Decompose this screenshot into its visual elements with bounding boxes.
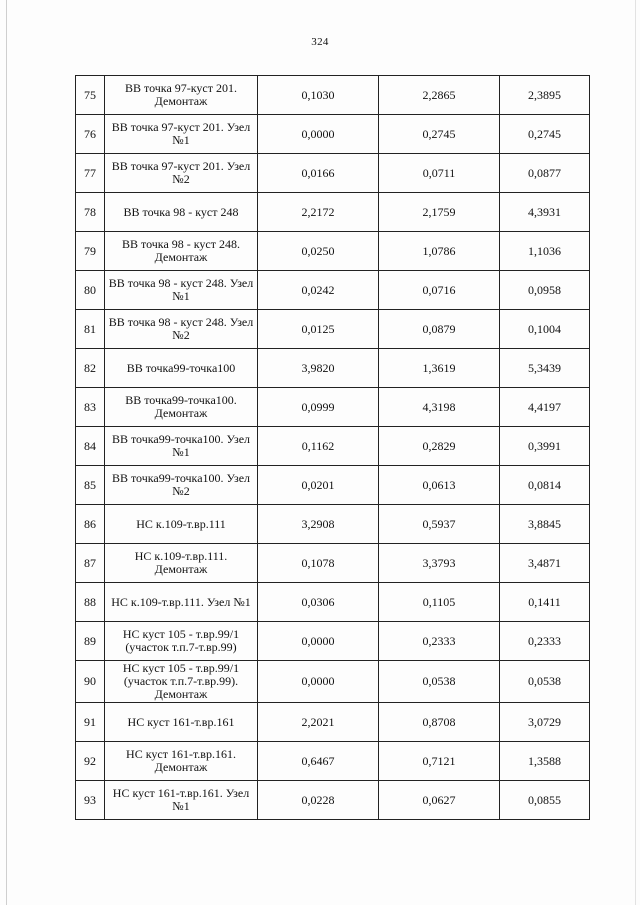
value-column-2: 0,1105 <box>379 583 500 622</box>
row-number: 75 <box>76 76 105 115</box>
value-column-3: 0,2745 <box>500 115 590 154</box>
table-row <box>76 661 590 703</box>
value-column-2: 0,0716 <box>379 271 500 310</box>
row-number: 90 <box>76 661 105 703</box>
value-column-3: 3,8845 <box>500 505 590 544</box>
row-number: 79 <box>76 232 105 271</box>
table-row <box>76 544 590 583</box>
row-number: 89 <box>76 622 105 661</box>
value-column-3: 0,0958 <box>500 271 590 310</box>
value-column-1: 0,0000 <box>258 622 379 661</box>
value-column-2: 0,2745 <box>379 115 500 154</box>
value-column-1: 0,1162 <box>258 427 379 466</box>
value-column-2: 0,2333 <box>379 622 500 661</box>
object-name: ВВ точка 98 - куст 248. Узел №1 <box>105 271 258 310</box>
table-row <box>76 427 590 466</box>
table-row <box>76 193 590 232</box>
value-column-3: 0,1004 <box>500 310 590 349</box>
value-column-2: 0,0538 <box>379 661 500 703</box>
scan-edge-left <box>6 0 7 905</box>
table-row <box>76 115 590 154</box>
object-name: НС к.109-т.вр.111 <box>105 505 258 544</box>
value-column-2: 0,0879 <box>379 310 500 349</box>
row-number: 83 <box>76 388 105 427</box>
object-name: ВВ точка 97-куст 201. Узел №2 <box>105 154 258 193</box>
table-row <box>76 271 590 310</box>
table-row <box>76 466 590 505</box>
value-column-1: 3,9820 <box>258 349 379 388</box>
value-column-1: 0,0201 <box>258 466 379 505</box>
value-column-2: 1,0786 <box>379 232 500 271</box>
value-column-1: 0,6467 <box>258 742 379 781</box>
table-row <box>76 781 590 820</box>
table-row <box>76 310 590 349</box>
value-column-3: 4,4197 <box>500 388 590 427</box>
value-column-3: 1,3588 <box>500 742 590 781</box>
object-name: ВВ точка 97-куст 201. Узел №1 <box>105 115 258 154</box>
value-column-2: 0,0711 <box>379 154 500 193</box>
value-column-3: 0,0814 <box>500 466 590 505</box>
value-column-1: 2,2021 <box>258 703 379 742</box>
object-name: НС к.109-т.вр.111. Демонтаж <box>105 544 258 583</box>
value-column-2: 1,3619 <box>379 349 500 388</box>
row-number: 77 <box>76 154 105 193</box>
table-row <box>76 583 590 622</box>
value-column-2: 2,2865 <box>379 76 500 115</box>
table-row <box>76 742 590 781</box>
value-column-3: 0,0877 <box>500 154 590 193</box>
value-column-2: 0,2829 <box>379 427 500 466</box>
data-table <box>75 75 590 820</box>
object-name: ВВ точка99-точка100. Узел №1 <box>105 427 258 466</box>
object-name: ВВ точка 98 - куст 248. Демонтаж <box>105 232 258 271</box>
row-number: 85 <box>76 466 105 505</box>
object-name: НС куст 105 - т.вр.99/1 (участок т.п.7-т.вр.99) <box>105 622 258 661</box>
object-name: ВВ точка 97-куст 201. Демонтаж <box>105 76 258 115</box>
row-number: 93 <box>76 781 105 820</box>
table-row <box>76 232 590 271</box>
row-number: 84 <box>76 427 105 466</box>
table-row <box>76 388 590 427</box>
value-column-2: 4,3198 <box>379 388 500 427</box>
object-name: НС к.109-т.вр.111. Узел №1 <box>105 583 258 622</box>
object-name: ВВ точка 98 - куст 248 <box>105 193 258 232</box>
object-name: НС куст 105 - т.вр.99/1 (участок т.п.7-т.вр.99). Демонтаж <box>105 661 258 703</box>
row-number: 76 <box>76 115 105 154</box>
value-column-2: 0,8708 <box>379 703 500 742</box>
value-column-1: 3,2908 <box>258 505 379 544</box>
object-name: ВВ точка99-точка100. Узел №2 <box>105 466 258 505</box>
value-column-3: 3,4871 <box>500 544 590 583</box>
row-number: 78 <box>76 193 105 232</box>
value-column-2: 2,1759 <box>379 193 500 232</box>
row-number: 86 <box>76 505 105 544</box>
value-column-1: 0,0228 <box>258 781 379 820</box>
value-column-1: 0,0125 <box>258 310 379 349</box>
object-name: ВВ точка99-точка100 <box>105 349 258 388</box>
row-number: 91 <box>76 703 105 742</box>
row-number: 88 <box>76 583 105 622</box>
value-column-1: 0,0999 <box>258 388 379 427</box>
row-number: 92 <box>76 742 105 781</box>
value-column-1: 0,1030 <box>258 76 379 115</box>
value-column-3: 0,1411 <box>500 583 590 622</box>
value-column-2: 3,3793 <box>379 544 500 583</box>
value-column-3: 4,3931 <box>500 193 590 232</box>
value-column-3: 5,3439 <box>500 349 590 388</box>
value-column-1: 0,1078 <box>258 544 379 583</box>
value-column-2: 0,0613 <box>379 466 500 505</box>
row-number: 87 <box>76 544 105 583</box>
value-column-2: 0,7121 <box>379 742 500 781</box>
value-column-1: 0,0000 <box>258 661 379 703</box>
table-row <box>76 349 590 388</box>
scan-edge-right <box>635 0 636 905</box>
value-column-1: 2,2172 <box>258 193 379 232</box>
object-name: НС куст 161-т.вр.161 <box>105 703 258 742</box>
table-row <box>76 703 590 742</box>
table-row <box>76 76 590 115</box>
value-column-3: 0,0855 <box>500 781 590 820</box>
object-name: НС куст 161-т.вр.161. Узел №1 <box>105 781 258 820</box>
value-column-1: 0,0306 <box>258 583 379 622</box>
table-row <box>76 154 590 193</box>
value-column-2: 0,5937 <box>379 505 500 544</box>
value-column-3: 0,2333 <box>500 622 590 661</box>
object-name: ВВ точка99-точка100. Демонтаж <box>105 388 258 427</box>
value-column-3: 0,0538 <box>500 661 590 703</box>
value-column-2: 0,0627 <box>379 781 500 820</box>
value-column-1: 0,0166 <box>258 154 379 193</box>
table-row <box>76 622 590 661</box>
page-number: 324 <box>311 36 329 48</box>
value-column-3: 0,3991 <box>500 427 590 466</box>
table-body <box>76 75 590 820</box>
value-column-1: 0,0000 <box>258 115 379 154</box>
value-column-3: 1,1036 <box>500 232 590 271</box>
value-column-1: 0,0250 <box>258 232 379 271</box>
value-column-3: 2,3895 <box>500 76 590 115</box>
object-name: ВВ точка 98 - куст 248. Узел №2 <box>105 310 258 349</box>
value-column-1: 0,0242 <box>258 271 379 310</box>
row-number: 80 <box>76 271 105 310</box>
table-row <box>76 505 590 544</box>
value-column-3: 3,0729 <box>500 703 590 742</box>
row-number: 82 <box>76 349 105 388</box>
object-name: НС куст 161-т.вр.161. Демонтаж <box>105 742 258 781</box>
row-number: 81 <box>76 310 105 349</box>
